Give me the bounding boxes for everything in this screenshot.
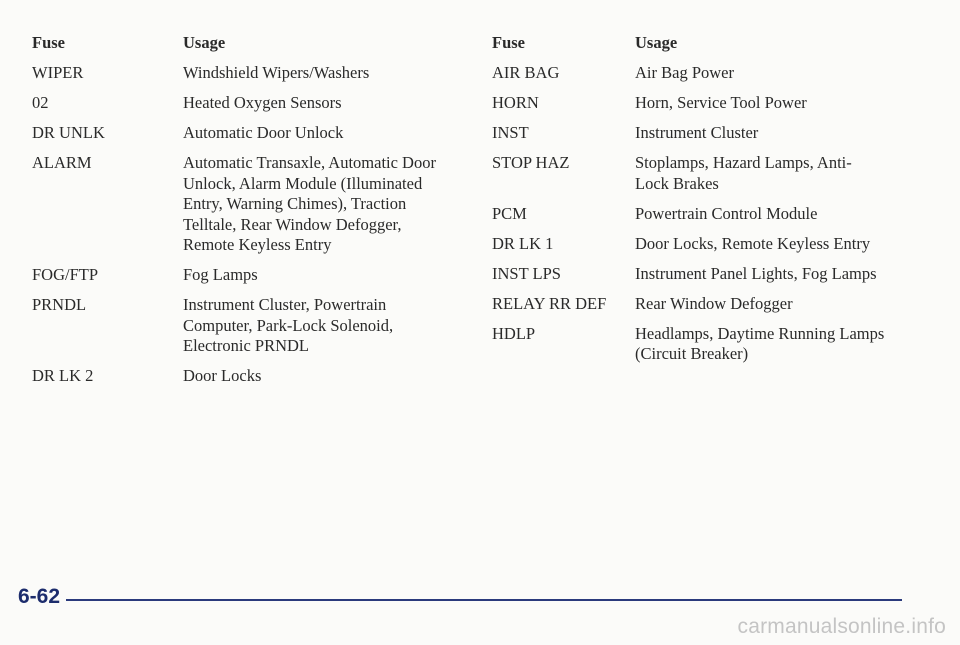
table-row (492, 153, 932, 194)
fuse-name: DR LK 1 (492, 233, 554, 253)
fuse-name: 02 (32, 93, 49, 112)
fuse-usage: Air Bag Power (635, 63, 734, 82)
fuse-usage: Headlamps, Daytime Running Lamps (Circuit Breaker) (635, 323, 885, 363)
fuse-name: AIR BAG (492, 63, 560, 82)
table-header (32, 33, 472, 53)
fuse-usage: Stoplamps, Hazard Lamps, Anti-Lock Brakes (635, 153, 852, 193)
table-row (32, 366, 472, 387)
table-row (32, 295, 472, 357)
fuse-column-header: Fuse (492, 33, 525, 52)
fuse-name: FOG/FTP (32, 265, 99, 284)
fuse-usage: Instrument Panel Lights, Fog Lamps (635, 263, 877, 283)
fuse-name: STOP HAZ (492, 153, 570, 172)
fuse-name: INST (492, 123, 529, 142)
table-row (492, 93, 932, 114)
fuse-name: HORN (492, 93, 539, 112)
table-row (492, 324, 932, 365)
table-row (492, 234, 932, 255)
fuse-usage: Powertrain Control Module (635, 203, 818, 223)
fuse-usage: Automatic Door Unlock (183, 123, 344, 142)
fuse-usage: Automatic Transaxle, Automatic Door Unlock, Alarm Module (Illuminated Entry, Warning Chimes), Traction Telltale, Rear Window Defogger, Remote Keyless Entry (183, 153, 436, 254)
fuse-usage: Door Locks (183, 366, 262, 385)
fuse-name: PRNDL (32, 295, 87, 314)
fuse-usage: Heated Oxygen Sensors (183, 93, 342, 112)
fuse-name: ALARM (32, 153, 92, 172)
page-number: 6-62 (18, 585, 61, 608)
table-row (492, 123, 932, 144)
fuse-name: DR UNLK (32, 123, 105, 142)
watermark: carmanualsonline.info (737, 615, 946, 638)
table-row (492, 294, 932, 315)
fuse-name: DR LK 2 (32, 366, 94, 385)
page-footer (18, 585, 902, 609)
fuse-name: INST LPS (492, 263, 561, 283)
fuse-table-left (32, 33, 472, 396)
fuse-usage: Windshield Wipers/Washers (183, 63, 370, 82)
table-row (32, 153, 472, 256)
fuse-usage: Rear Window Defogger (635, 293, 793, 313)
table-row (32, 63, 472, 84)
fuse-name: PCM (492, 203, 527, 223)
table-row (492, 63, 932, 84)
usage-column-header: Usage (183, 33, 226, 52)
fuse-usage: Door Locks, Remote Keyless Entry (635, 233, 871, 253)
fuse-usage: Instrument Cluster, Powertrain Computer, Park-Lock Solenoid, Electronic PRNDL (183, 295, 394, 355)
table-row (492, 204, 932, 225)
fuse-usage: Horn, Service Tool Power (635, 93, 807, 112)
usage-column-header: Usage (635, 33, 678, 52)
footer-rule (66, 599, 902, 601)
table-row (32, 93, 472, 114)
fuse-usage: Fog Lamps (183, 265, 258, 284)
fuse-usage: Instrument Cluster (635, 123, 759, 142)
fuse-table-right (492, 33, 932, 374)
fuse-column-header: Fuse (32, 33, 65, 52)
table-row (32, 123, 472, 144)
table-row (492, 264, 932, 285)
table-header (492, 33, 932, 53)
fuse-name: HDLP (492, 323, 536, 343)
table-row (32, 265, 472, 286)
fuse-name: WIPER (32, 63, 84, 82)
fuse-name: RELAY RR DEF (492, 293, 607, 313)
